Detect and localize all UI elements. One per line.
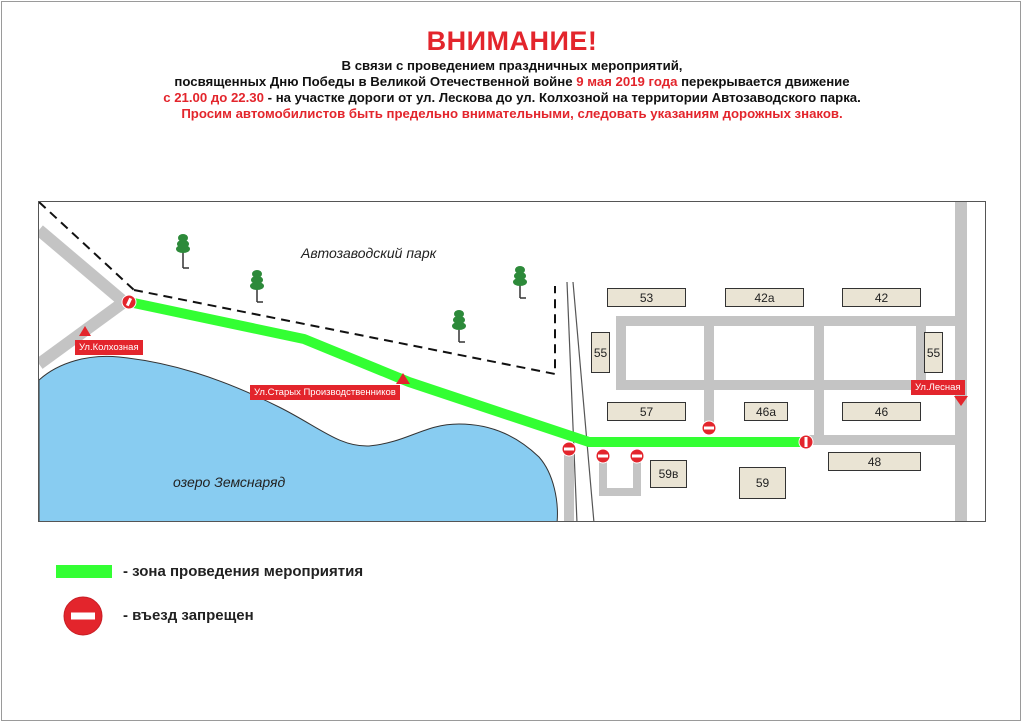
no-entry-icon-north — [702, 421, 716, 435]
event-date: 9 мая 2019 года — [576, 74, 678, 89]
event-time: с 21.00 до 22.30 — [163, 90, 264, 105]
no-entry-icon-legend — [63, 596, 103, 636]
notice-text — [0, 58, 1024, 122]
notice-line-3 — [0, 90, 1024, 106]
tree-icon-3 — [452, 310, 466, 342]
poster-title: ВНИМАНИЕ! — [426, 26, 598, 56]
notice-line-3-b: - на участке дороги от ул. Лескова до ул. Колхозной на территории Автозаводского парка. — [263, 90, 861, 105]
street-label-starykh: Ул.Старых Производственников — [250, 385, 400, 400]
tree-icon-1 — [176, 234, 190, 268]
tree-icon-2 — [250, 270, 264, 302]
lake — [39, 356, 557, 522]
building-57: 57 — [607, 402, 686, 421]
notice-line-2-b: перекрывается движение — [677, 74, 850, 89]
building-46a: 46а — [744, 402, 788, 421]
street-label-lesnaya: Ул.Лесная — [911, 380, 965, 395]
no-entry-icon-south-2 — [596, 449, 610, 463]
notice-line-2-a: посвященных Дню Победы в Великой Отечественной войне — [174, 74, 577, 89]
no-entry-icon-south-3 — [630, 449, 644, 463]
building-59: 59 — [739, 467, 786, 499]
no-entry-icon-kolkhoznaya — [122, 295, 136, 309]
building-48: 48 — [828, 452, 921, 471]
notice-line-1: В связи с проведением праздничных мероприятий, — [341, 58, 683, 73]
rail-line-b — [573, 282, 594, 522]
building-42: 42 — [842, 288, 921, 307]
street-label-kolkhoznaya: Ул.Колхозная — [75, 340, 143, 355]
building-53: 53 — [607, 288, 686, 307]
building-42a: 42а — [725, 288, 804, 307]
building-46: 46 — [842, 402, 921, 421]
tree-icon-4 — [513, 266, 527, 298]
building-59v: 59в — [650, 460, 687, 488]
notice-line-2 — [0, 74, 1024, 90]
building-55-left: 55 — [591, 332, 610, 373]
park-label: Автозаводский парк — [301, 245, 437, 261]
legend-no-entry-label: - въезд запрещен — [123, 607, 254, 624]
notice-line-4: Просим автомобилистов быть предельно внимательными, следовать указаниям дорожных знаков. — [181, 106, 843, 121]
road-kolkhoznaya-upper — [39, 230, 124, 302]
legend-event-zone-swatch — [56, 565, 112, 578]
event-map — [38, 201, 986, 522]
no-entry-icon-south-1 — [562, 442, 576, 456]
legend-event-zone-label: - зона проведения мероприятия — [123, 563, 364, 580]
building-55-right: 55 — [924, 332, 943, 373]
road-loop-59v — [603, 460, 637, 492]
lake-label: озеро Земснаряд — [173, 474, 286, 490]
no-entry-icon-east — [799, 435, 813, 449]
